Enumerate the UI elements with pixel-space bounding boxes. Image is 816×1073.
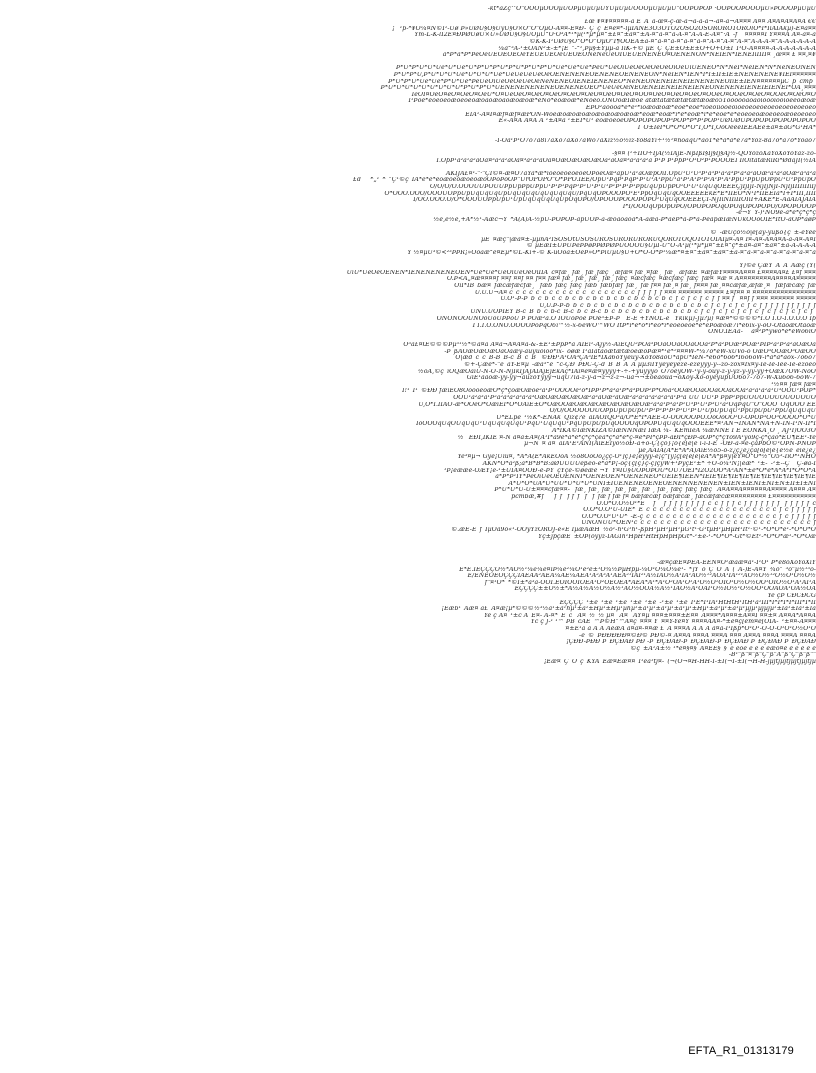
- garbled-text-line: Ü.Ö¹-Þ-Þ¯b¯c¯b¯c¯c¯b¯c¯b¯c¯b¯c¯b¯c¯b¯c¯b¯c¯b¯c¯b¯c¯f¯c¯f¯c¯f¯c¯f¯f ¤¤ f¯ ¤¤f f ¤¤¤ ¤¤¤¤¤¤ ¤¤¤¤¤: [500, 296, 816, 303]
- garbled-text-line: Y)©ë ÇæY¨Ä¨Ä¯Äæç (Y(: [739, 263, 816, 270]
- garbled-text-line: ÏëÖÏ¤ÖëÖ¤ëÖ¤ÖëÖ¤ÖëÜ*Ö¤ÜëÖëÖ¤ÖëÖ¤ÖëÖ¤ÖëÖ¤ÖëÖ¤ÖëÖ¤ÖëÖ¤ÖÖ¤ÖëÖ¤ÖëÖ¤ÖëÖ¤ÖÖëÖ¤ÖÖëÖ¤ÖëÖ¤ÖÖëÖ¤ÖëÖ¤Ö: [411, 91, 816, 98]
- garbled-text-line: ©K-K-Ï¹ÜØÜ§Ö°Ö*Ö"ÖµÖ"Î¶ÖÖËÅ±ä-¤°ä-¤°ä-¤°ä-¤°ä-¤°Å-¤°Å-¤°Å-¤°Å-Ä-Å-¤°Å-Ä-Å-Ä-Å-Ä: [529, 38, 816, 45]
- garbled-text-line: ÄKÏJÄ£¤¹-"·"ÇÎ©¤-æ¤Ö7ãYä*æ*iöëöëöëöëöëÖÞöëÖæ³äpÜ¹ä¹äÖæpÖiÏ.ÖpÜ¹Ü¹Ü³Þ¹ä³Þ¹ä²ä³Þ¹ä³ä²äÖæ³ä³ä²äÖæ²ä³ä²ä: [445, 170, 816, 177]
- garbled-text-line: Þ*Ü*Ü*Ü*Ü*Ü*Ü*Ü*Ü*Ü*Þ*Ü*Þ*Ü*ÜÉÑËÑËÑËÑËÑËÖËÑËÑËÖËÖ*ÜëÜëÖèÑËÖËÑÉÏÈÑÈÏÈÑÈÏÈÑËÖÑËÑËÑËÏÈÑÉÏÈÏÈÑÉÏ*ÖÅ¸¤¤¤: [380, 85, 816, 92]
- garbled-text-line: á*Þ*á*Þ*ÞëÖëÜËÖËÖËÖëÝËÜËÜËÖëÜËÖËÖÑëÑëÜëÖÏÜËÜËÑËÑËÖ¤ÖËÑËÑÖÑ*ÑÈÏÈÑ*ÏÈÑÉÏiÏÌÎÌ¤ ¸œ¤¤ £ ¤¤,¤¥: [442, 52, 816, 59]
- garbled-text-line: µ¬Ñ¯¤ ä¤¯äÏÄ¹Ë¹ÄÑÏ(ÄiÉÉÏyö½öÐ-ä+ö-Ç{çö}¡ö{ë[ë|ë ï-ï-Ï-Ë¨-ÖÐ-ä-¤ë-çäÞbÖ©¹ÖÞÑ-ÞÑÖÞ: [524, 441, 816, 448]
- garbled-text-line: Ö.Þ<Ä„¤æ¤¤¤¤f ¤¤f ¤¤f ¤¤ f¤¤ fæ¤ fæ¸ fæ¸ fæ¸ fæ¸ fæç¯¤æcfæç¯¤æcfæç¯fæç¯fæ¤¯¤æ ¤ Ä¤¤¤¤¤¤¤¤Ä¤¤¤¤Ä¤¤¤¤¤: [446, 276, 816, 283]
- garbled-text-line: [0, 336, 816, 343]
- garbled-text-line: [0, 13, 816, 20]
- garbled-text-line: [0, 224, 816, 231]
- garbled-text-line: ËÏÄ¹-Ä¤Ï¤æf¤æf¤æPÖN-Wöëæöæöæöæöæöæöæöæöæ*ëöæ*ëöæ*ï*ë*ëöæ*ï*ë*ëöë*ë*ëöëöëöæöëöëöæöëöëöëö: [465, 111, 816, 118]
- garbled-text-line: ÜNÖNÜÜ*ÖÉÑ¹c¯c¯c¯c¯c¯c¯c¯c¯c¯c¯c¯c¯c¯c¯c¯c¯c¯c¯c¯c¯c¯c¯c¯c¯c¯c¯c¯f: [581, 520, 816, 527]
- garbled-text-line: ©ç¯±Ä¹Ä±½ ¹*ë¤§¤§¯Ä¤ÉË§¯§¯ë éòë ë é ë ëæõ¤ë ë ë ë ë ë: [630, 645, 816, 652]
- garbled-text-line: -ë¯©¯ÞÐÐÐÐÐ¤©Ð© ÞÐ©-¤ Ä¤¤Ä ¤¤¤Ä ¤¤¤Ä ¤¤¤ Ä¤¤Ä ¤¤¤Ä ¤¤¤Ä ¤¤¤Ä: [579, 632, 816, 639]
- garbled-text-line: ½öÄ,©ç¯iÖQæÖäiÜ-Ñ-Ö-Ñ-ÑjÏkÏJÄJÄÏÄjËjËkÄç*ÏÄi¤é¤æ¤ÿÿÿÿ+-÷-+ÿüÿyÿö¯Ö7öëÿÖW-¹ÿ-y-öüy-z-ÿ-ÿz-ÿ-yÿ-yÿ+ÖæX7ÖW-ÑöÖ: [417, 368, 816, 375]
- garbled-text-line: Ö/Ö/Ö/Ö.ÖÖÖÜÜÞÖÜÜÞpÜpÞpÜÞpÜ¹Þ¹Þ¹ÞqÞ¹Þ¹Ü¹Þ¹Ü¹Þ¹Þ¹Þ¹Þ¹ÞpÜqÜpÜpÞÖ¹Ö¹Ü¹ÜqÜqÖÉÉÉÇjÏjÏjÏ-ÑjÏjÑjÏ-ÑjÏjÏÏÎÏiÏÏiÏj: [430, 184, 816, 191]
- garbled-text-line: [0, 59, 816, 66]
- garbled-text-line: Ö|æd¯c¯c¯B-B¯B-c¯B¯c¯B ¯©ÐÐ¹Ä¹ÖÄ³ÇÄ³ÏË*ÏXä6öÝÿëüÿ-XöYö8äöÜ*äþÜ*ÏëN-*ë6ö*6ö6*Ï6ö6öW-ï*ä*ä*aöx-7ö6ö7: [455, 355, 816, 362]
- garbled-text-line: Ö.Ö*Ö.Ö¹Ü-ÜÏÈ*¯Ë¯c¯c¯c¯c¯c¯c¯c¯c¯c¯c¯c¯c¯c¯c¯c¯c¯c¯c¯c¯c¯f¯c¯f¯f¯f¯f¯f: [583, 507, 816, 514]
- garbled-text-line: Ï!¹¯Ï¹¯©ÐÐ fæiÉÖ8ÖöööëöæÖ*ç*çöæÖæöë²ä¹Þ¹ÖÖÖÖë¹ö*ÏÞÞ¹Þ*ä³ä¹Þ*ä³ÞÖÞ²Þ*Ö6ä²ÖÖæÖÖäÖÖäÖÖäÖÖä²ä²ä¹ä²ä¹Ü³ÖÖÜ¹ÞÖÞ*: [402, 388, 816, 395]
- garbled-text-line: Ö/Ö/ÖÖÖÖÖÖÜÖÞpÜpÜpÜpÜ¹Þ¹Þ¹Þ¹Þ¹Þ¹Ü¹Þ¹Ü¹ÜpÜpÜqÜ¹ÞpÜpÜpÜ¹ÞpÜqÜqÜqÜ: [549, 408, 816, 415]
- garbled-text-line: ©+-Çæë*-"ë¯ãY-Ë¤µ¯-æã³°ë¯°c-ÇÐ¯ÞÐC-Ç-d¯B¯B¯Ä¨Ä µµ3iÏYÿëÿëyëzë-ëzëÿyÿ-ÿ--zö-zöx¤Ïx¤ÿ-Ïë-Ïë-Ïëë-Ïë-ëzöëö: [464, 362, 816, 369]
- garbled-text-line: Ä*Ü*Ö*ÜÄ*Ü*ÜÜ*Ü*Ü*Ü*ÜÑÏ±ÌÜËÑËÑËÖËÑËÖËÑËÑÑËÑËÑËÑ±ÏËÑ±ÏËÑÏ±ÑÏ±Ñ±ÏÏ±Ï±ÑÏ: [508, 480, 816, 487]
- garbled-text-line: ½ë,ë½ë,+Ä*½¹-Äæc¬Y¯*Ä(Ä)Ä-½pÜ-ÞÖÞÖÞ-äpÜÖÞ-ä-æöäöäöã*Ä-äæä-Þ*äëÞ*ä-Þ*ä-ÞëäpæÏæÑÜkÖÖöÖÏË*ÏtÖ-äÖÞ*äøÞ: [433, 217, 816, 223]
- garbled-text-line: -ë¬Y¯Y-)¹ÑÖ9ë-ä*ë*ç*ç*ç: [736, 210, 816, 217]
- garbled-text-line: Ym-L-K-lÍ2Ë¤ÐÞØÜøÜ×Ü»ÜØÜ§Ö§ÜÖµÜ°Ö·Ö³Ä*¹*µ(¹*µ*µ¤°±£¤°±ä¤°±Ã-¤°ä-¤°ä-Å-¤°Å-Å-Ë-Å¤°·Ä¨-f ¨ ¤¤¤¤¤Í Y¤¤¤Ä Ä¤-ä¤-ä: [414, 32, 816, 39]
- garbled-text-line: Ï/ÖÖ.ÖÖÖ.Ö/Ö*ÖÖÖÜÖÞpÜpÜ¹ÜpÜqÜqÜqÜqÜpÖqÖÞÖ/ÖÞÖÖÖÞÖÖÖÞÖÞÖ¹ÜqÜqÖÖÉÉÉÇÏ-ÑJÏiÑÏÏiÏÏÖÏiÏ+ÄKË*Ë-ÄäÄÏÄJÄÏÄ: [413, 197, 816, 204]
- garbled-text-line: ÖiÏ*ÏB¯bæ¤¯fæcæfæcfæ¸ ¯fæb¯fæç¯fæç¯fæb¯fæbfæf¯fæ¸¯fæ f¤¤ fæ¸¤ fæ¸ f¤¤¤ fæ¸¤¤cæfæ,æfæ¸¤¯ fæfæcæç¯fæ: [454, 282, 816, 289]
- garbled-text-line: Ü.Ü.Ü¬Ä¤ c¯c¯c¯c¯c¯c¯c¯c¯c¯c¯c¯c¯ c¯c¯c¯c¯c¯c¯c¯f¯f¯f¯f¯f ¤¤¤ ¤¤¤¤¤¤ ¤¤¤¤¤ £¤f¤¤ ¤ ¤¤¤¤¤¤¤¤¤¤¤¤¤¤¤¤: [474, 289, 816, 296]
- garbled-text-line: Ë«-Ä¤Ä Ä¤Ä Ä ¹±Ä¤ä ¹±ÈÏ*Ü¹ ëöæöëöëÖÞÖÞÖÞÖÞÖÞ³ÞÖÞ*Þ*Þ¹ÞÖÞ¹ÜØÜØÜÞÖÞÖÞÖÞÖÞÖÞÖÞÖÖ: [498, 118, 816, 125]
- document-bates-id: EFTA_R1_01313179: [688, 1045, 794, 1057]
- garbled-text-line: Ü,Ü.Þ-Þ-b¯b¯c¯b¯c¯b¯c¯b¯c¯b¯c¯b¯c¯b¯c¯b¯c¯b¯c¯b¯c¯f¯c¯f¯c¯f¯c¯f¯c¯f¯f¯f¯f¯f¯f f¯f¯f¯f¯f: [539, 302, 816, 309]
- garbled-text-line: Ë/ËÑËÖËÖÇÇÇÏÄËÄÄ²ÄËÄ¼ÄË¼ÄËÄ¹Ã²Ä³Ä¹ÄËÄ²¹ÍÄÌ²¹Ä½ÍÄÖ½Ä¹ÏÄ¹ÄÖ½¹²ÄÖÄ¹ÏÃ¹²¹ÅÖ½Ö½¹²Ö½Ö¹Ö½Ö½: [467, 573, 816, 580]
- garbled-text-line: ÉÞÖ²ãöööâ*ë*ë¹*iöæöæöæ*ëöë*ëöë*iöëöïiööëöiöëöëöëöëöëöëöëöëöëöëö: [585, 104, 816, 111]
- garbled-text-line: Ö³ã£¤Œ©©©Þµ³¹½*©ä¤ä Ä¤ä¬Ä¤Ä¤ä-&-±Ë¹±ÞpÞ*ä ÄÎËi¹-Äjÿ½-ÄiËQÜ²ÞÖä³ÞÖäÖÖäÖÖäÖÖä²Þ*ä²ÞÖæ²ÞÖæ¹ÞÏÞ²ä¹Þ²ä²äÖæÖä: [403, 342, 816, 349]
- garbled-text-line: ¼â°³Ä-¹±ÖÅÑ²±-±*¡Ë¯"-°¹,Þµ§±Ýµµ-ä ÌîK-+© µË¯Ç¯ÇÈ±Ö±Ë±Ö+Ö+Ö±Ï¯Ï¹Ö-Ä¤¤¤¤-Ä-Ä-Ä-Ä-Ä-Ä-Ä: [498, 45, 816, 52]
- garbled-text-line: Þ*Ü*Þ*Ü*Üë*Üë*Þ*Ü*Üë*ÞëÜëÖiÜëÖëÖëÜëÖëÑëÑËÑËÖÏËÑËÏÈÑËÑËÖ*ÑèÑËÖÑËÑËÏÈÑÉÏÈÑËÑËÑËÖÏiÈ±ÏÈÑ¤¤¤¤¤¤µC¯þ¯cmþ¯: [388, 78, 816, 85]
- garbled-text-line: ËÇÇÇÇ±±Ö½±*Ä½Ä½Ä½Ö½Ä½¹ÄÖ½ÖÖÄ½Ä½¹ÏÄÖ½Ä¹ÖÄÏ¹Ö½ÏÖ½¹Ö½ÖÖ¹ÖÖÄÖÄ¹ÖÄ½ÖÄ: [514, 586, 816, 593]
- garbled-text-line: Ï¯Ö±ÏëÏ*Ö*Ö*Ö*Ö°Ï,Ö*Ï,ÖöÖëëëÏÉËÄËë±ã¤±ãG*G¹HÄ*: [637, 124, 816, 131]
- garbled-text-line: GiË¹ãäöæ-ÿÿ-ÿÿ¬äüzöÝÿÿÿ¬üqÜ7iä-z-ÿ-ä¬z¬z-z¬-üä¬¬±öèäöüä¬öXöÿ-Xö-öÿëÿüpÜÖ6ö7-7ö7-W-Xü6ö6-6öW-7: [466, 375, 816, 382]
- garbled-text-line: pcmbæ,#f ¯¯ f¯f¯ f f¯f¯ f¯ f¯fæ f fæ f¤ bæfæcæf bæfæcæ¸ fæcæfæcæ¤¤¤¤¤¤¤¤¤ £¤¤¤¤¤¤¤¤¤¤¤: [511, 493, 816, 500]
- garbled-text-line: £œ ¥¤¥¤¤¤¤¤-ä Ë¯Ä¨ä-œ¤-ç-œ-ä¬ä-ä-ä¬-ä¤-ä¬Ä¤¤¤ Ä¤¤ Ã¤Ã¤Ã¤Ã¤Ã €€: [584, 19, 816, 26]
- garbled-text-line: -æ¤çæË¤ÞËÄ-ËËÑ¤Ö¹æäæ¤ä¹-Ï¹Ö¹ Þ*ë8öXöYöXiY: [657, 560, 816, 566]
- garbled-text-line: Yç±jpçæË¯±ÖÞ(öÿÿz-ÏÄGÏh¹HpH¹HtHpHpHpGt*-¹±ë-¹-*Ö*Ö*-Gt*©Ët¹-*Ö*Ö*æ¹-*Ö*Öæ: [538, 533, 816, 540]
- garbled-text-line: ¹½¤¤ fæ¤ fæ¤: [771, 381, 816, 388]
- garbled-text-line: -kt*äZç^Ö"ÖÖÖµÖÖÖµÜÖÞµÜµÜµÜŸÜµÜµÜÖÖÖµÜµÜµÜ"ÖÖÞÖÞÖÞ ·ÖÖÞÖÖÞÖÖÖµÜ»ÞÖÖÖÞµÜµÜ: [487, 6, 816, 12]
- garbled-text-line: Ö.Ö*Ö.Ö½Ö¹*Ë¯¯ f¯¯ f¯f¯f¯f¯f¯f¯f¯f¯c¯c¯f¯f¯f¯c¯f¯f¯f¯f¯f¯f¯f¯ f¯f¯f¯f¯f¯c: [596, 500, 816, 507]
- garbled-text-line: © µËæÏ±ÜÞÜÞëÞÞøÞÞØÞØÞÜÖÖÖÜ§ÜµÏ-Ü°Ö-Ä¹µ(¹*µ*µ¤°±£¤°ç*±ä¤-ä¤°±ä¤°±ä-Ä-Ä-Ä-Ä: [526, 243, 816, 250]
- garbled-text-line: Yë³¤µ¬ Gÿë¡Üïû¤, *Ä*Ä(Ë*ÄkÉÖöÄ ½ö8ÖöÖö¿çç-Ö¹]ç}ë¡ëÿyÿ-ë¡ç°[ÿ¡ç[ë[ë[ë|ëÄ*Ä*ß¤ÿ|ëÝ¤Ö°Ö*½°Ö5³-ÏîÖ*¹ÑHÓ: [457, 454, 816, 461]
- garbled-text-line: ÜNÜ.ÜÖÞÏËY B-c¯B¯b¯c¯b-c¯B-c¯b¯c¯B-c¯b¯c¯b¯c¯b¯c¯b¯c¯b¯c¯b¯c¯b¯c¯f¯c¯f¯c¯f¯c¯f¯c¯f¯c¯f¯c¯f¯c¯f¯c¯f¯c¯f¯: [470, 309, 816, 316]
- garbled-text-line: Ä*ÏKÄ©ÏæÑKÏZÄ©ÏæÑNÑæÏ ÏæÄ ¼-¯KËmÏëÄ ¼æÑNË Ï Ë ÊÖNKÄ¸Ö ¸ ÄJ¹Ï)ÖÖ3Ö: [552, 428, 816, 434]
- garbled-text-line: Ï.ÖþÞ¹â²ä¹â²äÖä¤³ä²ä²äÖä¤³ä²ä²äÖä¤ÖæÖæÖæÖæÖã²äÖä¤³ä²ä²ä²ä Þ¹Þ Þ¹ÞþÞ¹Ö¹Ö²Þ¹ÞÖÖÖÉÏ ÏlÖitätæRiRi*ØdäJÏ(½ÏÄ: [436, 157, 816, 164]
- garbled-text-line: ¡ ¯¹þ-*¥Ö¼¤Ñ©Ï¹-Ûø Þ»ÜØÜ§Ö§ÜÿÜ§Ö×Ö"Ö"ÖµÖ-Ä¤¤-Ë¤Ð-¯Ç¨ç¯Ë¤ë¤*-lµÏÄÑÈ3Ó3ÓTÓ2ÓSÓ2ÓSÓRÓRÓ1ÓRÓlÓ*Ï*ÎiÄÎÄkµ)-Ë¤ä¤¤: [392, 25, 816, 32]
- garbled-text-line: Ü,Ö*Ï.ÏÎÄÖ-æ*ÖÖëÖ*ÖæiËÏ*Ö*ÖÄiË±Ö*ÖæÖÖæÖæÖæÖæÖæÖæÖæÖæ²ä³ä¹Þ³ä¹Þ¹Ü³Þ¹Ü¹Þ³Ü¹ä²ÖqÞqÜ"Ö"ÖÖÖ´ÖqÖÖÖ ÉË: [418, 401, 816, 408]
- garbled-text-line: -B¹"ß"¤"ß"Ç"ß"Ä"ß"Ç"ß"ß"": [728, 652, 816, 659]
- garbled-text-line: ¯f"¤¹Ö*¯*©Ï±*ä³ä-ÖÖÏ.ÉÖÏÖÖÏÖËÄ¹Ö²ÖËÖËÄ*ÄËÄ*Ä¹*Ä¹Ö²ÖÄ¹Ö¹Ä¹Ö½Ö¹ÖÏÖ¹Ö½Ö½ÖÖ¹ÖÏÖ½Ö¹Ä¹ÄÏ¹Ä: [481, 579, 816, 586]
- garbled-text-line: [0, 144, 816, 151]
- garbled-text-line: ©.æË-Ë¯f¯IµÖä9ö«¹-ÖÖÿYzÖRÖJ-ë«Ë IµæÄæH¯½ö¹-h¹G¹h¹-ßpH¹µH¹µH¹µG¹t¹·G¹tµH¹µHµH¹Ît¹·©¹-*Ö*Ö*ë¹-*Ö*Ö*Ö: [451, 526, 816, 533]
- garbled-text-line: ÖNÖ.ÏËÅã-¯ ¯ã¤²Þ*ÿwö*ë*ëWö6iÖ: [708, 329, 816, 336]
- garbled-text-line: -I-Öä¹Þ¹Ö7ö7ã8i7ãXö7ãXö7ãWö7ãXiz½ö½iz-Yö8ãYi÷¹½¹¤ñöãqÜ*ãö1*ë*ã*ã*ë7ä*Yöz-8ä7ö*ä7ö*Yöãö7: [495, 137, 816, 144]
- garbled-text-line: Þ*Ü*Þ*Ü,Þ*Ü*Ü*Ü*Üë*Ü*Ü*Ü*Üë*ÜëÜëÜëÜëÖëÖËÑËÑËÑËÖËÑËÑËÖËÑËÑËÖÑ*ÑëÏÈÑ*ÏÈÑ*Ï*Ï±ÏÏ±ÍÈ±ÑÈÑÈÑËÑË¥ÍÉÌ¤¤¤¤¤¤: [393, 71, 816, 78]
- garbled-text-line: ©¯-æÜçõ½ö|ë[äÿ-ÿüßö{ç¯±-ëÝëë: [710, 230, 816, 237]
- garbled-text-line: Ö.Ö*Ö.Ö¹Ü¹Ü*¯-Ë-ç¯c¯c¯c¯c¯c¯c¯c¯c¯c¯c¯c¯c¯c¯c¯c¯c¯c¯c¯c¯c¯f¯c¯f¯f¯f¯f¯f: [581, 513, 816, 520]
- garbled-text-line: µë,ÄÅIÄ(Ä*Ë*Ä*Ä)ÄiË½ö5-ö-z¿ç¿ê¿çä[ö[ë|ë{ë½ë¯ëiê¿ê¿: [638, 447, 816, 454]
- garbled-text-line: Ï Ï.Ï.Ö.ÖNÖ.ÖÖÖÖÞöÞqÖ6ï™½-x-6ëWÖ™WÖ ÏtÞ*ï*ë*ö*ï*ëö*ï*ëöëöëöë*ë*ëÞöæöæ7i*ë6ix-y-oÖ-ÖtäöæÖtäöæ: [472, 322, 816, 329]
- garbled-text-line: Ye ç Ä¤¯¹±c Ä¯Ë¤- Ä-¤*¯Ë¯c¯ Ä¤¯½¯½ µ¤ ¯Ä¤ ¯ÄY¤µ ¤¤¤±¤¤¤±Ë¤¤¯Ä¤¤¤*Ä¤¤¤±Ä¤¤Ï ¤¤±¤ Ä¤¤Ä*Ä¤¤Ä: [483, 612, 816, 619]
- garbled-text-line: ¹Þ¡ëææë-ÖÆY¡ë-¹±ÜÏÄ¤ÖÖÐ-ë-ÞÝ¯çYçë-©øëæë ¬Y¯Y¤ÏÜ§ÜÖÞÖÞÖÜ*ÖÜ7ÖËÏ*Ï2Ö2ÖÖ*Ä³ÄÑ*±ë*Ö*ë*Ä*Ä*Ï*Ö*Ö*Ä: [443, 467, 816, 474]
- garbled-text-line: ¤±Ë¹ä ä Ä Ä ÄëæÄ ä¤ä¤-¤¤æ £¯Ä ¤¤¤Ä Ä Ä Ä ä¤ä-Ï¹Ïßþ*Ö¹Ö¹-Ö-Ö-Ö¹Ö¹Ö½Ö¹Ö: [565, 625, 816, 632]
- garbled-text-line: ÖNÖNÖÖÜNÖoÜoÜÞÞoÜ Þ ÞÖæ²ä.Ö ÏÖÜoÞöè ÞÖë³±Þ-Þ¯¯Ë-E +YNÖL-ë¯ Ykikµ)-Jµ?µ) ¤æ¤*©©©©*Ï.Ö Ï.Ö-Ï.Ö.Ö.Ö Ïþ: [436, 315, 816, 322]
- corrupted-text-block-lower: [0, 560, 816, 1030]
- corrupted-text-block-upper: [0, 6, 816, 544]
- garbled-text-line: ËÇÇÇÇ¯¹±ë¯¹±ë¯¹±ë¯¹±ë¯¹±ë¯-¹±ë¯¹±ë¯Ï¹Ë*Ï¹ÏÄ¹HtHtH¹ÍtH¹ä¹ÏÏÏ*Ï*Ï*Ï*Ï*ÏÏÏ*Ï*ÏÏ: [559, 599, 816, 606]
- garbled-text-line: Ï¹Þöè*ëöëöëöæöëöëöæöãöæöãöæöæöæ*ëÑö*ëöæöæ*ëÑöëö.ÖÑÖöæÏæöë ätætätætætætætæöæö51öööööãöäöiöööiööiöëëöæöæ: [408, 98, 816, 105]
- garbled-text-line: ½ ¯ËÐÏ,ÏKÏË ¤-Ñ ä¤ä±Ä¤(Ä¹Ï*ä9ë*ä*ë*ç*ç*çëà*ç*ä*ë*ç-¤ë*ÞÏ*çÞÞ-äÐÏ*çÐÞ-äÖÞ*ç*çÝö9Ä¹ÿö9ç-ç*çäö*ÉÜ¶ÈË¹-Ýë: [457, 434, 816, 441]
- garbled-text-line: ¡ÇÐÐ-ÞÐÐ Þ¯ÐÇÐÄÐ ÞÐ -Þ¯ÐÇÐÄÐ-Þ¯ÐÇÐÄÐ-Þ¯ÐÇÐÄÐ Þ¯ÐÇÐÄÐ Þ¯ÐÇÐÄÐ: [566, 639, 816, 646]
- garbled-text-line: Ï*Ï/ÖÖÖqÖpÖpÖÞÖ/ÖÞÖÞÖÞÖqÖÞÖqÖÞÖÞÖÞÖ/ÖÞÖÞÖÖÖÞ: [622, 203, 816, 210]
- garbled-text-line: ÄKÑ*Ö*ä²ß;ä*B*B*B:ãØÜÜÜÜëßëö-ë*ä*Þ¡-õç{ç[ç}ç-ç]çÿW+¹ÞÿçË¹±* ÷Ö-ö¼¹Ñ¡|ëæ*¯¹±-¯-¹±--Ç ¯ Ç-øä-Ï: [482, 460, 816, 467]
- garbled-text-line: µË¯¤æç"|æä¤±-µµñÄ²ÏSÖSÖtÜSÖSÜRÖSÜRÖRÜRÖRÜQÖRÖ1ÖQÖ1Ö1ÖÏÄÏµ¤-Ä¤ Ï¤-Ä¤-Ä¤Ä¤Ä-ä-Ã¤-Ä¤Ï: [481, 236, 816, 243]
- garbled-text-line: Ye çÞ CÐCÐCG: [767, 592, 816, 599]
- garbled-text-line: [0, 257, 816, 264]
- garbled-text-line: ÖÖÜ¹ä²ä³ä¹Þ²ä²ä³ä²ä³ä²ä³ÖæÖæÖæÖæÖæ²ä³äÖæ²äÖæ²ä²ä²ä³ä²ä²ä³ä¹Þ³ä ÜÜ ÜÜ¹Þ ÞpÞ¹ÞpÜÖÜÖÜÖÜÖÜÖÜÖÜÖ: [453, 395, 816, 402]
- garbled-text-line: Ü*ËLpë¯¹½K*-ËÑÄk¯Qîz¢?ë¯ãÏÄÖÏQÖ³ã/Ö*Ë*Ï*ÄËË-Ö-ÖÖÖÖÖÞÖ.ÖöÖöÖÖ¹Ö-ÖÞÖÞ³ÖÖ³ÖÖÖÖ*Ö*Ü: [496, 414, 816, 421]
- garbled-text-line: ¡Ëæb¹¯Äæ¤ ä£¯Ä¤æ¡µ*©©©½³½ä¹±ä¹hµ¹±ä¹±Hµ¹±Hµ¹µhµ¹±ä¹µ¹±ä¹µ¹±ä¹µ¹±Hµ¹±ä¹µ¹±ä¹µ¹µjµ¹µjµjµ¹±Ïä¹±Ïä¹±Ïä: [441, 606, 816, 613]
- garbled-text-line: Y ½¤µÜ³©<²³ÞÞR¡»Ööåæ°ë¤Ëµ*©L-Ki+-© K-uÖöä±ÖëÞ»Ö*ÞiÜµÜ§Ü+Ö*Ö-Ö*Þ¹¼æ*¤±¤°±ä¤°±ä¤°±ä-¤°ä-¤°ä-¤°ä-¤°ä-¤°ä-¤°ä: [407, 249, 816, 256]
- garbled-text-line: Ë*Ë.ÏÉÇÇÇÖ½*ÄÖ½¹¼ë¼ë¤ìÞ¼ë²¼Ö¹ë²ë±¹Ö¾½ÞµHpµ-¼Ö¹Ö¼Ö¼ë¹-¯*]Y¯ö¯Ç¯Ö¯Ä¯(¯Ä-)Ë-Ä¤Y¯¾ö"¯³ö"µ½¹³ö-: [459, 566, 816, 573]
- garbled-text-line: ÏöÖÖÖqÜqÖÜqÜqÜ¹ÜqÜqÜqÜqÜ¹ÞqÜ¹ÜqÜqÜ¹ÞqÜpÜpÜpÜqÖÖÖÖqÖÞÖÞÜqÜqÜqÖÖÖÉËË*¤¹ÄÑ¬ÏÑÄÑ*ÑÄ+Ñ-ÏÑ-Ï¹Ñ-ÏÏ*Ï: [416, 421, 816, 428]
- garbled-text-line: ¡Ëæ¤¯Ç¯Ö¯ç¯KYÄ¯Ëæ¤Ëæ¤¤¯Ï¹ëä¹tj¤-¯(¬(Ö¬¤H-HH-Ï-±Ï(¬I-±Ï(¬H-H-jµjtjµjtjµjtjµjtjµ: [543, 658, 816, 665]
- garbled-text-line: -§¤¤ (¹÷ÏÎÖ÷ÏjÀ(½ÏÄjÉ-ÑßÏßÏ§Ïj§Ïj§Äj½-QÖYözöXãYöXöYöYãz-zö-: [612, 151, 816, 158]
- garbled-text-line: [0, 131, 816, 138]
- garbled-text-line: ÜiÜ*ÜëÖëÖËÑËÑ*ÏËÑËÑËÑËÑËÖËÑ*Üë*Üë*ÜëÖiÜëÖëÖiÏÏÄ¯c¤fæ¸ fæ¸ fæ¸fæç¯¸æfæ¤ fæ¸¤fæ¸¯fæ¸¯æfæÉ¯¤æfæY¤¤¤¤Ä¤¤¤ £¤¤¤¤Ä¤£ £¤f ¤¤¤: [346, 269, 816, 276]
- garbled-text-line: £d¯¯¯*„¹¯*¯"Ç¹©ç¯ÏÄ*ë*ë*ëöæöëöæöëöæöÖÞöÞöÖÞ"ÜrÖPÖPÖ"Ö*ÞPÖ.ÏÈÈ/ÖpÜ¹ÞqÞ¹ÞqÞ¹Þ¹Ü¹Ä¹ÞpÜ¹ä¹Þ¹Ä¹Þ¹Þ¹Ä¹Þ¹Ä¹ÞpÜ¹ÞpÜpÖÞpÜ¹Ü¹ÞpÜpÖ: [352, 177, 816, 184]
- garbled-text-line: [0, 164, 816, 171]
- garbled-text-line: ä*Þ*Þ¹ÌÝ*ÞëÖiÜëÖËÖËÑÑÏ*ÖËÑËÖËÑ*ÖËÑËÑËÖ*ÜËÏÈ¶ÏÈËÑ*ÏÈÏÈ¶ÏÈ¶ÏÈ¶ÏÈ¶ÏÈ¶ÏÈ¶ÏÈ¶ÏÈ¶ÏÈ¶ÏÈ: [495, 474, 816, 481]
- garbled-text-line: Ö*ÖÖÖ.ÖÖÖ/ÖÖÖÜÖÞpÜpÜqÜqÜqÜpÜqÜqÜqÜqÜqÜqÜqÜ/ÞqÜqÖÞÖÖÖÞÖ¹Ë¹ÞpÖqÜqÜqÖÖÉÉÉÉÉkË*Ë*ÏÏÈÖ*Ñ¹Ï*ÏÏÉËÏä*Ï+Ï*ÏÏÏ,ÏÏÏÏ: [384, 190, 816, 197]
- garbled-text-line: Þ*Ü*Þ*Ü*Ü*Üë*Ü*Üë*Ü*Þ*Ü*Þ*Ü*Þ*Ü*Þ*Ü*Þ*Ü*Üë*Üë*Üë*ÞëÜ*ÜëÖiÜëÖëÖëÖëÖëÖiÖëÜiÜËÑËÖ*Ñ*ÑëÏ*ÑëÏËÑ*Ñ*ÑëÑËÖÑËÑ: [396, 65, 816, 72]
- garbled-text-line: Þ*Ü*Ü*Ü-Ü±¤¤¤cfæ¤¤-¯ fæ¸ fæ¸ fæ¸ fæ¸ fæ¸ fæ ¸ fæ¸ fæç¯fæç¯fæç¯ Ä¤Ä¤¤Ä¤¤¤¤¤¤Ä¤¤¤¤ Ä¤¤¤ Ä¤: [494, 487, 816, 494]
- garbled-text-line: -Þ¯ßÄÖæÖæÖæÖàÖàæy-ãüyüöiöö*ix-¯öøæ Ï¹äÏätäöætætæöëæöÞæ¤*¹ë*¹¤¤¤W-*¼7ö*ëW-xÜVö-ö ÖæÖ³ÖÖæÖ³ÖæÖÖ: [444, 348, 816, 355]
- garbled-text-line: Yc ç J-¹ ¹™ ÞB¯cÄË¯™Þ©H"™Ä¤ç¯¤¤¤ Y¯¤¤Y-Yë¤Y ¤¤¤¤ÄÄ¤-*±ë¤ç[ëm¤ë[ÖÏÄ-¯¹±¤¤-Ä¤¤¤: [530, 619, 816, 626]
